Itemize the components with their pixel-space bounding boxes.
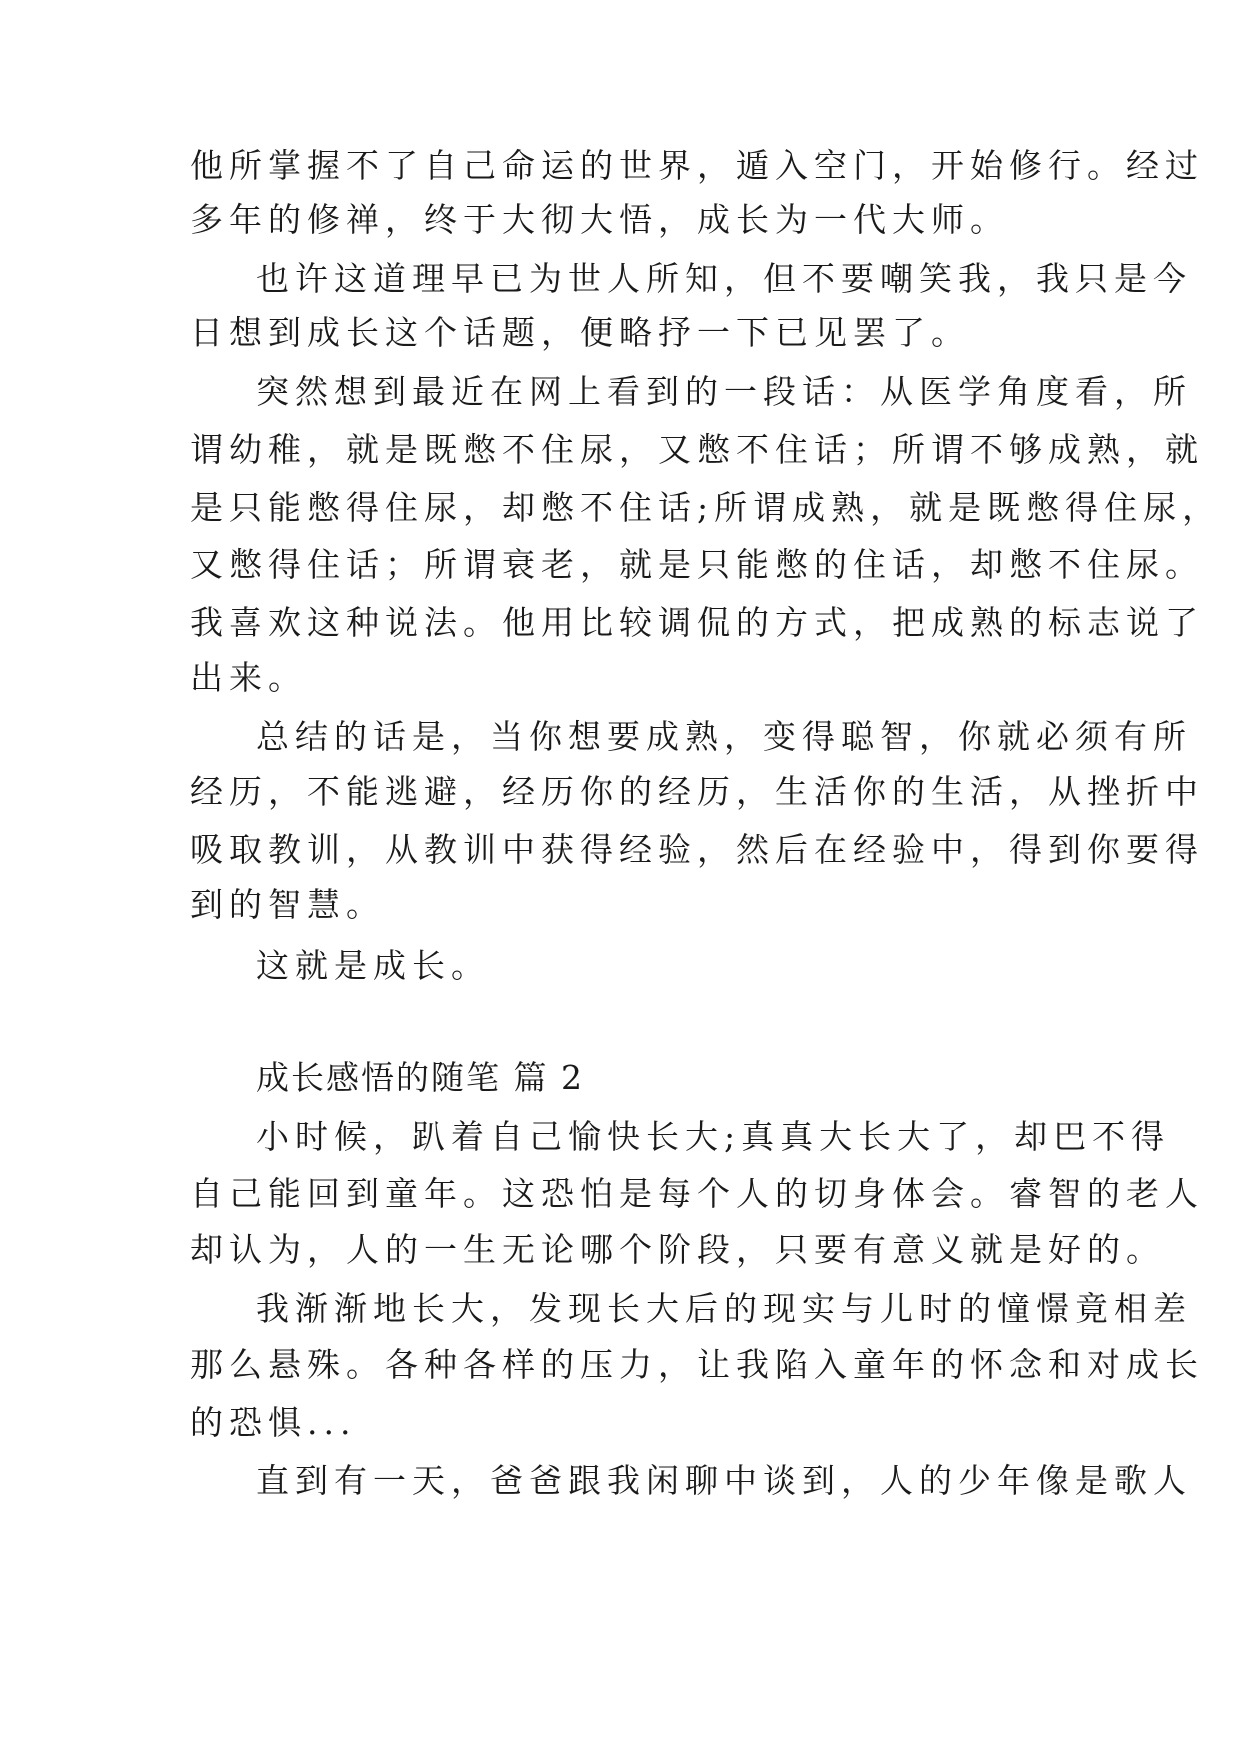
text-line: 的恐惧... (190, 1403, 357, 1442)
text-line: 我喜欢这种说法。他用比较调侃的方式，把成熟的标志说了 (190, 603, 1204, 642)
text-line: 日想到成长这个话题，便略抒一下已见罢了。 (190, 313, 970, 352)
text-line: 经历，不能逃避，经历你的经历，生活你的生活，从挫折中 (190, 772, 1204, 811)
paragraph-start-line: 直到有一天，爸爸跟我闲聊中谈到，人的少年像是歌人 (256, 1461, 1192, 1500)
text-line: 出来。 (190, 658, 307, 697)
paragraph-start-line: 这就是成长。 (256, 946, 490, 985)
paragraph-start-line: 总结的话是，当你想要成熟，变得聪智，你就必须有所 (256, 717, 1192, 756)
text-line: 吸取教训，从教训中获得经验，然后在经验中，得到你要得 (190, 830, 1204, 869)
text-line: 多年的修禅，终于大彻大悟，成长为一代大师。 (190, 200, 1009, 239)
text-line: 自己能回到童年。这恐怕是每个人的切身体会。睿智的老人 (190, 1174, 1204, 1213)
text-line: 却认为，人的一生无论哪个阶段，只要有意义就是好的。 (190, 1230, 1165, 1269)
paragraph-start-line: 小时候，趴着自己愉快长大;真真大长大了，却巴不得 (256, 1117, 1171, 1156)
text-line: 是只能憋得住尿，却憋不住话;所谓成熟，就是既憋得住尿， (190, 488, 1222, 527)
text-line: 又憋得住话；所谓衰老，就是只能憋的住话，却憋不住尿。 (190, 545, 1204, 584)
paragraph-start-line: 我渐渐地长大，发现长大后的现实与儿时的憧憬竟相差 (256, 1289, 1192, 1328)
text-line: 到的智慧。 (190, 885, 385, 924)
text-line: 谓幼稚，就是既憋不住尿，又憋不住话；所谓不够成熟，就 (190, 430, 1204, 469)
section-title: 成长感悟的随笔 篇 2 (256, 1058, 584, 1097)
paragraph-start-line: 突然想到最近在网上看到的一段话：从医学角度看，所 (256, 372, 1192, 411)
text-line: 那么悬殊。各种各样的压力，让我陷入童年的怀念和对成长 (190, 1345, 1204, 1384)
paragraph-start-line: 也许这道理早已为世人所知，但不要嘲笑我，我只是今 (256, 259, 1192, 298)
text-line: 他所掌握不了自己命运的世界，遁入空门，开始修行。经过 (190, 146, 1204, 185)
